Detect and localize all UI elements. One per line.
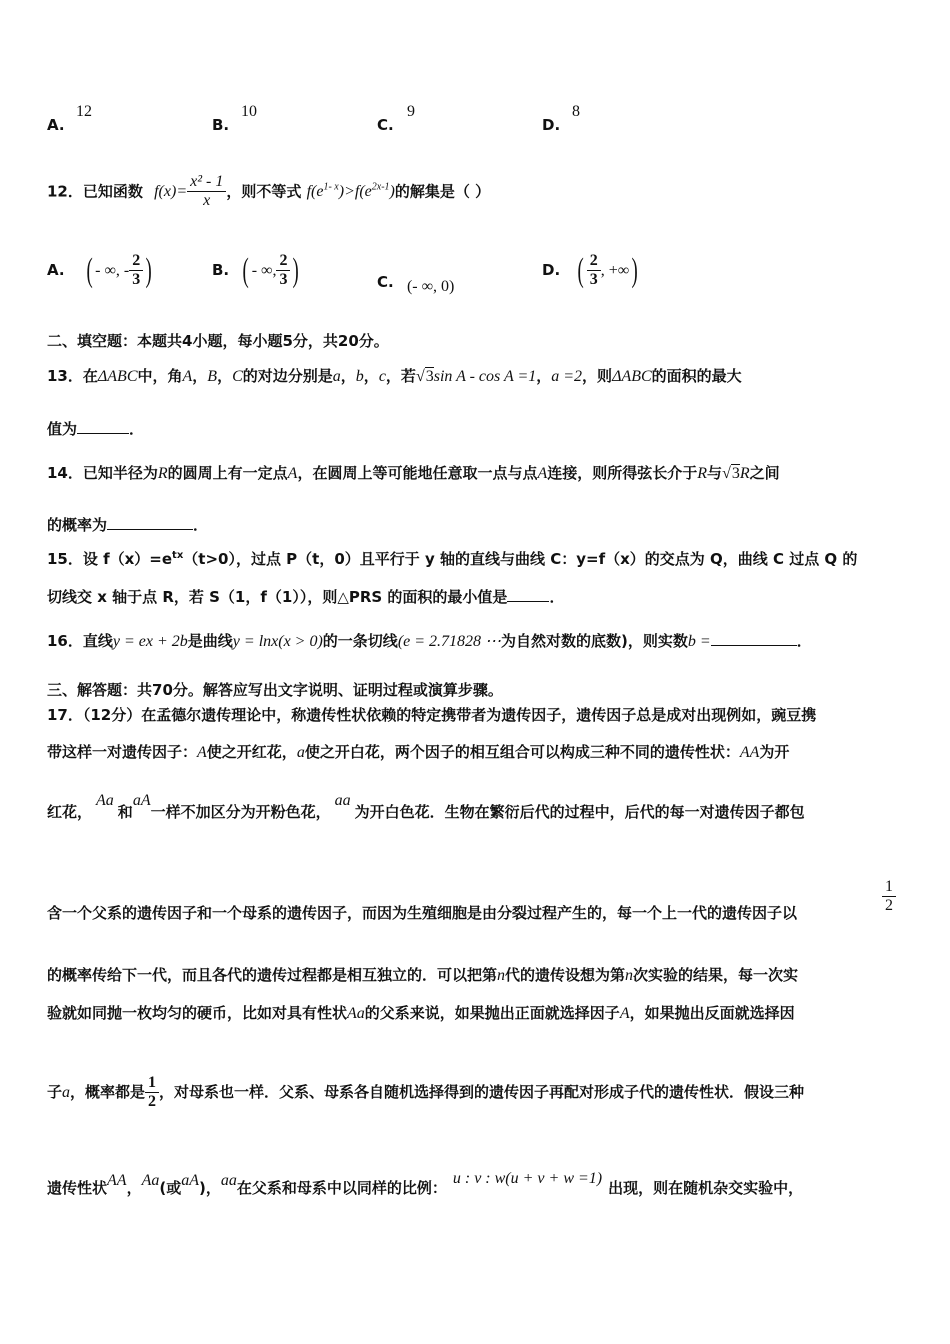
- q17-line1: 17．（12分）在孟德尔遗传理论中，称遗传性状依赖的特定携带者为遗传因子，遗传因子总是成对出现例如，豌豆携: [47, 706, 817, 724]
- q11-option-d: D.: [542, 116, 561, 134]
- q17-line4: 含一个父系的遗传因子和一个母系的遗传因子，而因为生殖细胞是由分裂过程产生的，每一个上一代的遗传因子以: [47, 904, 798, 922]
- q12-func-lhs: f(x)=: [154, 183, 188, 201]
- q12-option-b: B. ( - ∞, $\frac{2}{3}$ ): [212, 251, 300, 289]
- q12-option-c: C. (- ∞, 0): [377, 273, 455, 295]
- answer-blank[interactable]: [507, 587, 549, 602]
- q11-option-c: C.: [377, 116, 394, 134]
- option-label: A.: [47, 116, 65, 134]
- answer-blank[interactable]: [107, 515, 193, 530]
- q17-line5: 的概率传给下一代，而且各代的遗传过程都是相互独立的．可以把第n代的遗传设想为第n次实验的结果，每一次实: [47, 966, 799, 984]
- q11-option-a: [47, 116, 65, 134]
- q12-inequality: $f(e^{1- x})>f(e^{2x-1})$: [306, 182, 395, 201]
- q17-half-fraction: $\frac{1}{2}$: [882, 878, 896, 915]
- answer-blank[interactable]: [77, 419, 129, 434]
- section-3-heading: 三、解答题：共70分。解答应写出文字说明、证明过程或演算步骤。: [47, 681, 503, 699]
- q15-line2: 切线交 x 轴于点 R，若 S（1，f（1）），则△PRS 的面积的最小值是 ．: [47, 588, 565, 606]
- q12-option-a: A. ( - ∞, - $\frac{2}{3}$ ): [47, 251, 152, 289]
- q14-line2: 的概率为 ．: [47, 516, 209, 534]
- triangle-abc: ΔABC: [97, 368, 138, 385]
- q17-line2: 带这样一对遗传因子：A使之开红花，a使之开白花，两个因子的相互组合可以构成三种不同的遗传性状：AA为开: [47, 743, 790, 761]
- answer-blank[interactable]: [711, 631, 797, 646]
- q14-line1: 14．已知半径为R的圆周上有一定点A，在圆周上等可能地任意取一点与点A连接，则所得弦长介于R与√3R之间: [47, 464, 780, 482]
- q17-line3: 红花，Aa和aA一样不加区分为开粉色花，aa为开白色花．生物在繁衍后代的过程中，后代的每一对遗传因子都包: [47, 792, 805, 821]
- q11-option-d-value: 8: [572, 103, 580, 120]
- q15-line1: 15．设 $f(x)=e^{tx}(t>0)$，过点 P（t，0）且平行于 y 轴的直线与曲线 C：y=f（x）的交点为 Q，曲线 C 过点 Q 的: [47, 550, 858, 568]
- q13-line1: 13．在ΔABC中，角A，B，C的对边分别是a，b，c，若√3sin A - cos A =1，a =2，则ΔABC的面积的最大: [47, 367, 742, 385]
- q17-line8: 遗传性状AA，Aa(或aA)，aa在父系和母系中以同样的比例：u : v : w(u + v + w =1)出现，则在随机杂交实验中，: [47, 1170, 804, 1197]
- q13-line2: 值为 ．: [47, 420, 145, 438]
- q11-option-c-value: 9: [407, 103, 415, 120]
- q12-option-d: D. ( $\frac{2}{3}$ , +∞): [542, 251, 638, 289]
- q17-line7: 子a，概率都是 $\frac{1}{2}$ ，对母系也一样．父系、母系各自随机选择得到的遗传因子再配对形成子代的遗传性状．假设三种: [47, 1074, 805, 1110]
- q11-option-b-value: 10: [241, 103, 257, 120]
- q16-line: 16．直线y = ex + 2b是曲线y = lnx(x > 0)的一条切线(e = 2.71828 ⋯为自然对数的底数)，则实数b = ．: [47, 632, 812, 650]
- q12-fraction: $\frac{\text{x² - 1}}{x}$: [187, 173, 226, 210]
- q11-option-b: B.: [212, 116, 230, 134]
- half-fraction: $\frac{1}{2}$: [145, 1074, 159, 1111]
- q11-option-a-value: 12: [76, 103, 92, 120]
- q17-line6: 验就如同抛一枚均匀的硬币，比如对具有性状Aa的父系来说，如果抛出正面就选择因子A，如果抛出反面就选择因: [47, 1004, 795, 1022]
- q12-stem: 12．已知函数 f(x)= $\frac{\text{x² - 1}}{x}$ ，则不等式 $f(e^{1- x})>f(e^{2x-1})$的解集是（ ）: [47, 173, 491, 210]
- section-2-heading: 二、填空题：本题共4小题，每小题5分，共20分。: [47, 332, 389, 350]
